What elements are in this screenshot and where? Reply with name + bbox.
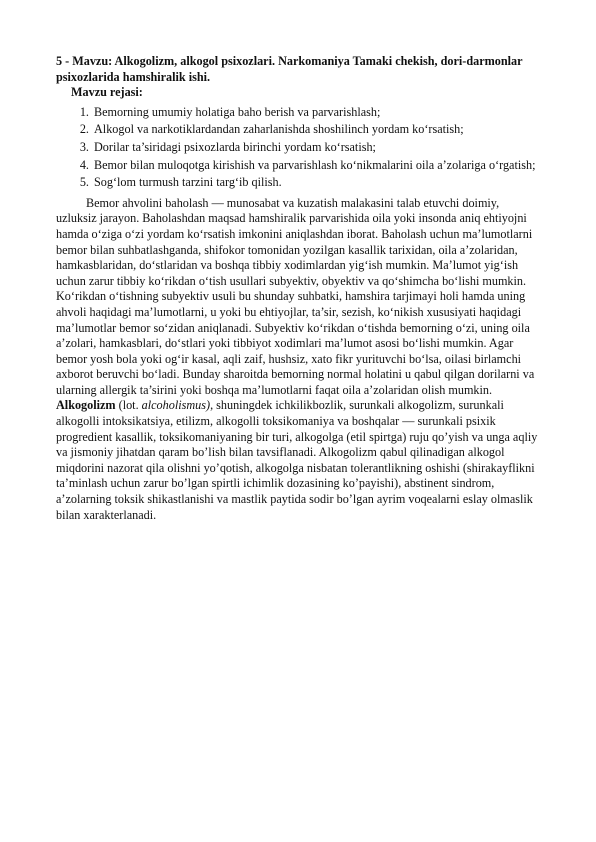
plan-item: 3. Dorilar ta’siridagi psixozlarda birinchi yordam ko‘rsatish; bbox=[92, 140, 542, 156]
document-page bbox=[56, 54, 542, 523]
plan-item: 5. Sog‘lom turmush tarzini targ‘ib qilish. bbox=[92, 175, 542, 191]
plan-list bbox=[56, 105, 542, 191]
document-title: 5 - Mavzu: Alkogolizm, alkogol psixozlari. Narkomaniya Tamaki chekish, dori-darmonlar psixozlarida hamshiralik ishi. bbox=[56, 54, 523, 84]
body-paragraph-assessment: Bemor ahvolini baholash — munosabat va kuzatish malakasini talab etuvchi doimiy, uzluksiz jarayon. Baholashdan maqsad hamshiralik parvarishida oila yoki insonda aniq ehtiyojni hamda o‘ziga o‘zi yordam ko‘rsatish imkonini aniqlashdan iborat. Baholash uchun ma’lumotlarni bemor bilan suhbatlashganda, shifokor tomonidan yozilgan kasallik tarixidan, oila a’zolaridan, hamkasblaridan, do‘stlaridan va boshqa tibbiy xodimlardan yig‘ish mumkin. Ma’lumot yig‘ish uchun zarur tibbiy ko‘rikdan o‘tish usullari subyektiv, obyektiv va qo‘shimcha bo‘lishi mumkin. Ko‘rikdan o‘tishning subyektiv usuli bu shunday suhbatki, hamshira tarjimayi holi hamda uning ahvoli haqidagi ma’lumotlarni, u yoki bu ehtiyojlar, ta’sir, sezish, ko‘nikish xususiyati haqidagi ma’lumotlar bemor so‘zidan aniqlanadi. Subyektiv ko‘rikdan o‘tishda bemorning o‘zi, uning oila a’zolari, hamkasblari, do‘stlari yoki tibbiyot xodimlari ma’lumot asosi bo‘lishi mumkin. Agar bemor yosh bola yoki og‘ir kasal, aqli zaif, hushsiz, xato fikr yurituvchi bo‘lsa, oilasi birlamchi axborot beruvchi bo‘ladi. Bunday sharoitda bemorning normal holatini u qabul qilgan dorilarni va ularning allergik ta’sirini yoki boshqa ma’lumotlarni faqat oila a’zolaridan olish mumkin. bbox=[56, 195, 535, 397]
plan-item: 4. Bemor bilan muloqotga kirishish va parvarishlash ko‘nikmalarini oila a’zolariga o‘rgatish; bbox=[92, 158, 542, 174]
plan-item: 1. Bemorning umumiy holatiga baho berish va parvarishlash; bbox=[92, 105, 542, 121]
body-paragraph-alcoholism bbox=[56, 398, 542, 523]
latin-prefix: (lot. bbox=[115, 398, 142, 413]
plan-heading: Mavzu rejasi: bbox=[71, 85, 143, 100]
definition-text: , shuningdek ichkilikbozlik, surunkali alkogolizm, surunkali alkogolli intoksikatsiya, etilizm, alkogolli toksikomaniya va boshqalar — surunkali psixik progredient kasallik, toksikomaniyaning bir turi, alkogolga (etil spirtga) ruju qo’yish va unga aqliy va jismoniy jihatdan qaram bo’lish bilan tavsiflanadi. Alkogolizm qabul qilinadigan alkogol miqdorini nazorat qila olishni yo’qotish, alkogolga nisbatan tolerantlikning oshishi (shirakayflikni ta’minlash uchun zarur bo’lgan spirtli ichimlik dozasining ko’payishi), abstinent sindrom, a’zolarning toksik shikastlanishi va mastlik paytida sodir bo’lgan ayrim voqealarni eslay olmaslik bilan xarakterlanadi. bbox=[56, 398, 538, 522]
latin-term: alcoholismus) bbox=[141, 398, 211, 413]
term-alcoholism: Alkogolizm bbox=[56, 398, 116, 413]
plan-item: 2. Alkogol va narkotiklardandan zaharlanishda shoshilinch yordam ko‘rsatish; bbox=[92, 122, 542, 138]
